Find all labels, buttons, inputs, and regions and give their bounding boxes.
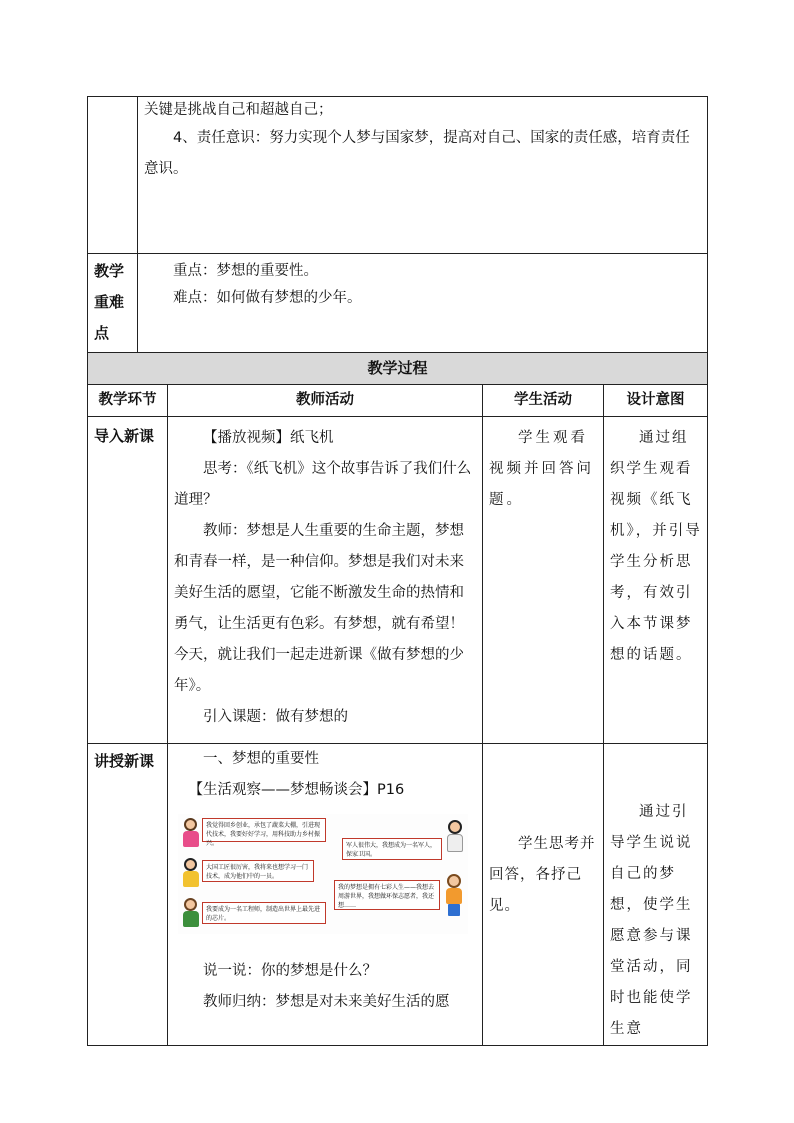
student-intro-text: 学生观看视频并回答问题。	[489, 430, 594, 508]
process-row-intro	[88, 417, 708, 744]
key-points-content-cell	[138, 254, 708, 353]
intent-cell-lecture	[604, 744, 708, 1046]
header-teacher: 教师活动	[168, 385, 483, 417]
bubble-3: 大国工匠很厉害，我将来也想学习一门技术，成为他们中的一员。	[202, 860, 314, 882]
focus-text: 重点：梦想的重要性。	[173, 263, 318, 279]
intent-intro-text: 通过组织学生观看视频《纸飞机》，并引导学生分析思考，有效引入本节课梦想的话题。	[610, 430, 702, 663]
student-cell-lecture	[483, 744, 604, 1046]
teacher-lecture-line-1: 一、梦想的重要性	[203, 751, 319, 767]
stage-label-intro: 导入新课	[94, 427, 155, 445]
teacher-intro-line-3: 教师：梦想是人生重要的生命主题，梦想和青春一样，是一种信仰。梦想是我们对未来美好生活的愿望，它能不断激发生命的热情和勇气，让生活更有色彩。有梦想，就有希望！今天，就让我们一起走进新课《做有梦想的少年》。	[174, 523, 464, 694]
teacher-cell-lecture	[168, 744, 483, 1046]
teacher-lecture-line-2: 【生活观察——梦想畅谈会】P16	[188, 782, 405, 798]
bubble-2: 军人很伟大，我想成为一名军人，保家卫国。	[342, 838, 442, 860]
teacher-intro-line-4: 引入课题：做有梦想的	[203, 709, 348, 725]
stage-label-lecture: 讲授新课	[94, 752, 155, 770]
intent-cell-intro	[604, 417, 708, 744]
objective-line-1: 关键是挑战自己和超越自己；	[144, 102, 333, 118]
teacher-lecture-line-3: 说一说：你的梦想是什么？	[203, 963, 377, 979]
bubble-5: 我要成为一名工程师，制造出世界上最先进的芯片。	[202, 902, 326, 924]
teacher-intro-line-2: 思考：《纸飞机》这个故事告诉了我们什么道理？	[174, 461, 472, 508]
key-points-label	[94, 256, 137, 349]
process-header-row	[88, 385, 708, 417]
process-row-lecture	[88, 744, 708, 1046]
stage-cell-lecture	[88, 744, 168, 1046]
bubble-1: 我觉得回乡创业，承包了蔬菜大棚，引进现代技术，我要好好学习，用科技助力乡村振兴。	[202, 818, 326, 842]
running-girl-figure-icon	[442, 874, 466, 918]
process-title-row	[88, 353, 708, 385]
key-points-label-part-3: 点	[94, 324, 110, 342]
teacher-lecture-line-4: 教师归纳：梦想是对未来美好生活的愿	[203, 994, 450, 1010]
objectives-table	[87, 96, 708, 353]
key-points-label-part-2: 重难	[94, 293, 125, 311]
header-intent: 设计意图	[604, 385, 708, 417]
key-points-label-part-1: 教学	[94, 262, 125, 280]
key-points-label-cell	[88, 254, 138, 353]
lesson-plan-document	[87, 96, 707, 1046]
key-points-row	[88, 254, 708, 353]
dream-talk-illustration	[178, 814, 468, 934]
intent-lecture-text: 通过引导学生说说自己的梦想，使学生愿意参与课堂活动，同时也能使学生意	[610, 804, 693, 1037]
process-title: 教学过程	[88, 353, 708, 385]
objectives-label-cell	[88, 97, 138, 254]
student-cell-intro	[483, 417, 604, 744]
header-student: 学生活动	[483, 385, 604, 417]
student-figure-icon	[180, 898, 202, 928]
process-table	[87, 352, 708, 1046]
difficulty-text: 难点：如何做有梦想的少年。	[173, 290, 362, 306]
student-lecture-text: 学生思考并回答，各抒己见。	[489, 836, 596, 914]
objectives-row	[88, 97, 708, 254]
soldier-girl-figure-icon	[444, 820, 466, 854]
teacher-cell-intro	[168, 417, 483, 744]
objectives-content-cell	[138, 97, 708, 254]
teacher-intro-line-1: 【播放视频】纸飞机	[203, 430, 334, 446]
header-stage: 教学环节	[88, 385, 168, 417]
boy-figure-icon	[180, 858, 202, 888]
stage-cell-intro	[88, 417, 168, 744]
girl-figure-icon	[180, 818, 202, 848]
objective-item-4: 4、责任意识：努力实现个人梦与国家梦，提高对自己、国家的责任感，培育责任意识。	[144, 130, 690, 177]
bubble-4: 我的梦想是拥有七彩人生——我想去周游世界，我想做环保志愿者，我还想……	[334, 880, 440, 910]
